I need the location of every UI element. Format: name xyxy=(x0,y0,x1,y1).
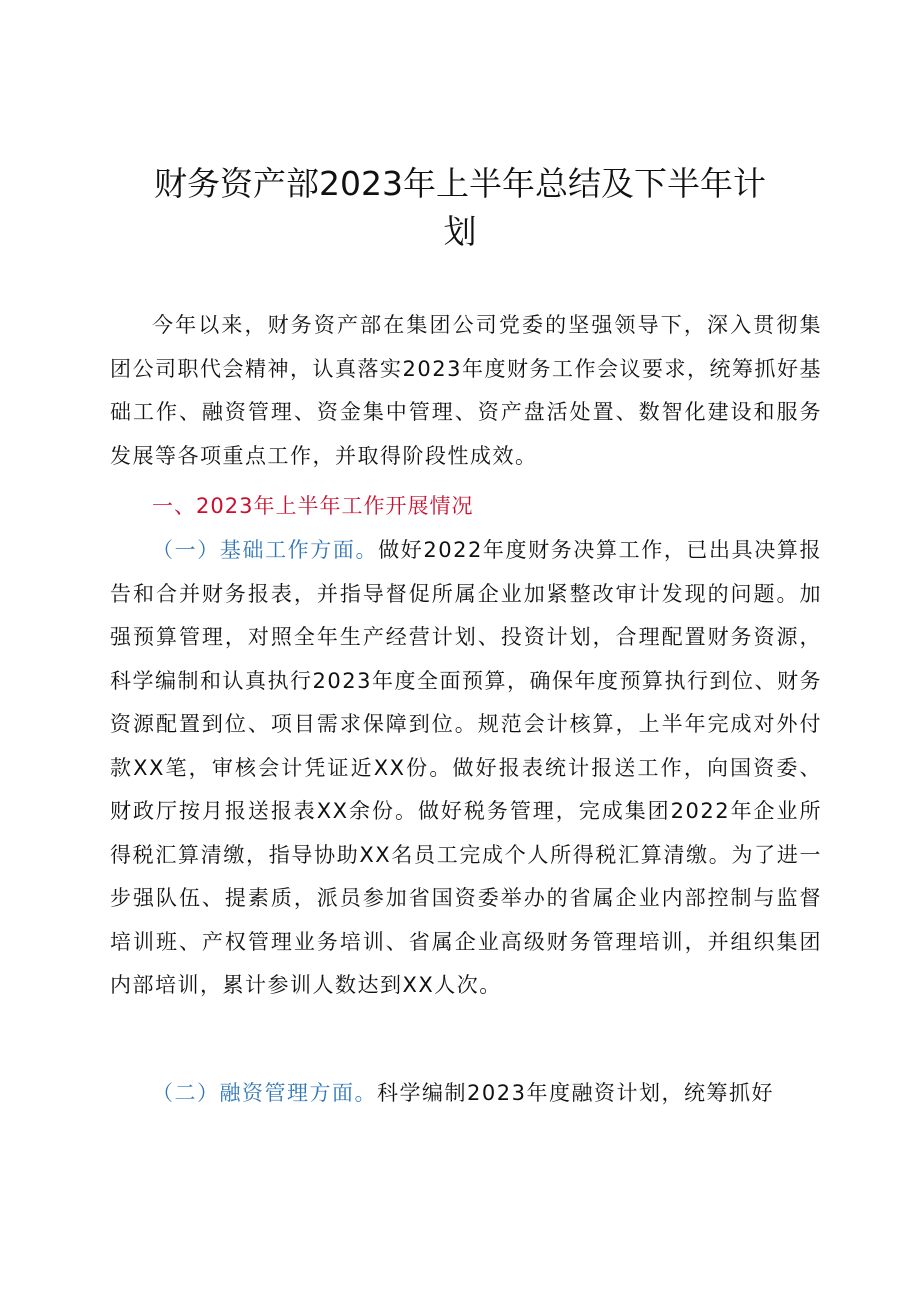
document-title: 财务资产部2023年上半年总结及下半年计划 xyxy=(154,164,766,251)
section-1-1-paragraph xyxy=(110,529,822,1008)
section-1-1-text: 做好2022年度财务决算工作，已出具决算报告和合并财务报表，并指导督促所属企业加紧整改审计发现的问题。加强预算管理，对照全年生产经营计划、投资计划，合理配置财务资源，科学编制和认真执行2023年度全面预算，确保年度预算执行到位、财务资源配置到位、项目需求保障到位。规范会计核算，上半年完成对外付款XX笔，审核会计凭证近XX份。做好报表统计报送工作，向国资委、财政厅按月报送报表XX余份。做好税务管理，完成集团2022年企业所得税汇算清缴，指导协助XX名员工完成个人所得税汇算清缴。为了进一步强队伍、提素质，派员参加省国资委举办的省属企业内部控制与监督培训班、产权管理业务培训、省属企业高级财务管理培训，并组织集团内部培训，累计参训人数达到XX人次。 xyxy=(110,538,823,997)
section-1-2-heading: （二）融资管理方面。 xyxy=(152,1081,377,1105)
section-1-2-paragraph xyxy=(110,1072,822,1116)
section-1-heading: 一、2023年上半年工作开展情况 xyxy=(152,494,474,518)
section-1-1-heading: （一）基础工作方面。 xyxy=(152,538,379,562)
intro-paragraph: 今年以来，财务资产部在集团公司党委的坚强领导下，深入贯彻集团公司职代会精神，认真落实2023年度财务工作会议要求，统筹抓好基础工作、融资管理、资金集中管理、资产盘活处置、数智化建设和服务发展等各项重点工作，并取得阶段性成效。 xyxy=(110,313,822,468)
section-1-2-text: 科学编制2023年度融资计划，统筹抓好 xyxy=(377,1081,774,1105)
